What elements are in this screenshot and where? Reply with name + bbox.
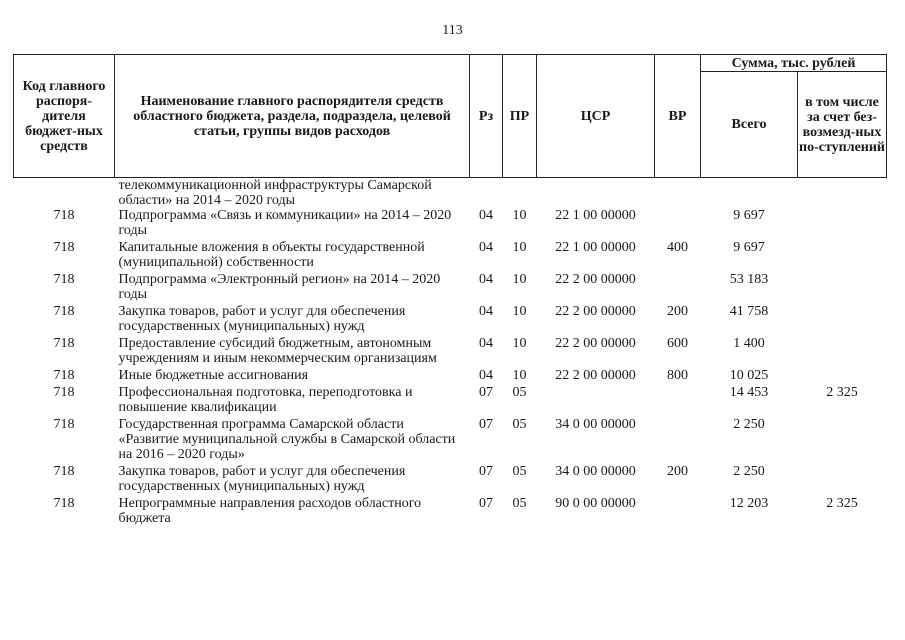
header-sum: Сумма, тыс. рублей xyxy=(701,55,887,72)
header-total: Всего xyxy=(701,72,798,178)
cell-total: 1 400 xyxy=(733,336,765,351)
cell-csr: 22 2 00 00000 xyxy=(555,272,636,287)
cell-total: 14 453 xyxy=(729,385,769,400)
cell-total: 41 758 xyxy=(729,304,769,319)
table-row xyxy=(14,208,887,240)
cell-pr: 05 xyxy=(512,464,527,479)
table-row xyxy=(14,417,887,464)
cell-name: Предоставление субсидий бюджетным, автономным учреждениям и иным некоммерческим организациям xyxy=(118,336,437,366)
table-row xyxy=(14,272,887,304)
cell-code: 718 xyxy=(53,336,75,351)
cell-csr: 22 2 00 00000 xyxy=(555,368,636,383)
cell-free xyxy=(798,304,887,336)
cell-pr: 05 xyxy=(512,496,527,511)
cell-total: 9 697 xyxy=(733,208,765,223)
cell-csr: 34 0 00 00000 xyxy=(555,464,636,479)
cell-code: 718 xyxy=(53,496,75,511)
cell-rz: 04 xyxy=(479,208,493,223)
cell-vr xyxy=(655,208,701,240)
cell-vr: 400 xyxy=(667,240,688,255)
cell-free: 2 325 xyxy=(826,385,858,400)
cell-pr: 10 xyxy=(512,336,527,351)
cell-code: 718 xyxy=(53,272,75,287)
cell-rz: 07 xyxy=(479,496,493,511)
cell-vr xyxy=(655,417,701,464)
cell-free xyxy=(798,272,887,304)
cell-pr: 05 xyxy=(512,417,527,432)
cell-csr: 90 0 00 00000 xyxy=(555,496,636,511)
cell-total: 10 025 xyxy=(729,368,769,383)
cell-code: 718 xyxy=(53,385,75,400)
cell-vr xyxy=(655,272,701,304)
cell-rz: 04 xyxy=(479,336,493,351)
cell-rz: 04 xyxy=(479,240,493,255)
cell-pr: 10 xyxy=(512,240,527,255)
cell-total: 2 250 xyxy=(733,464,765,479)
cell-name: Государственная программа Самарской области «Развитие муниципальной службы в Самарской области на 2016 – 2020 годы» xyxy=(118,417,456,462)
cell-name: Закупка товаров, работ и услуг для обеспечения государственных (муниципальных) нужд xyxy=(118,464,406,494)
cell-vr: 800 xyxy=(667,368,688,383)
cell-code: 718 xyxy=(53,464,75,479)
table-row xyxy=(14,304,887,336)
cell-name: Подпрограмма «Электронный регион» на 2014 – 2020 годы xyxy=(118,272,441,302)
page-number: 113 xyxy=(442,23,463,38)
cell-rz: 07 xyxy=(479,464,493,479)
cell-csr: 22 2 00 00000 xyxy=(555,336,636,351)
header-name: Наименование главного распорядителя средств областного бюджета, раздела, подраздела, целевой статьи, группы видов расходов xyxy=(115,55,470,178)
cell-free xyxy=(798,464,887,496)
cell-free xyxy=(798,417,887,464)
table-row xyxy=(14,496,887,528)
cell-name: Иные бюджетные ассигнования xyxy=(118,368,309,383)
cell-rz: 04 xyxy=(479,304,493,319)
cell-csr xyxy=(537,385,655,417)
continuation-row xyxy=(14,178,887,209)
cell-name: Закупка товаров, работ и услуг для обеспечения государственных (муниципальных) нужд xyxy=(118,304,406,334)
cell-csr: 34 0 00 00000 xyxy=(555,417,636,432)
table-row xyxy=(14,336,887,368)
cell-total: 2 250 xyxy=(733,417,765,432)
header-vr: ВР xyxy=(655,55,701,178)
cell-pr: 10 xyxy=(512,272,527,287)
cell-code: 718 xyxy=(53,240,75,255)
header-free: в том числе за счет без-возмезд-ных по-ступлений xyxy=(798,72,887,178)
cell-code: 718 xyxy=(53,304,75,319)
header-code: Код главного распоря-дителя бюджет-ных средств xyxy=(14,55,115,178)
cell-vr: 200 xyxy=(667,464,688,479)
cell-name: Подпрограмма «Связь и коммуникации» на 2014 – 2020 годы xyxy=(118,208,452,238)
header-csr: ЦСР xyxy=(537,55,655,178)
cell-csr: 22 1 00 00000 xyxy=(555,240,636,255)
cell-csr: 22 2 00 00000 xyxy=(555,304,636,319)
cell-name: Капитальные вложения в объекты государственной (муниципальной) собственности xyxy=(118,240,425,270)
cell-vr xyxy=(655,496,701,528)
cell-code: 718 xyxy=(53,208,75,223)
cell-vr: 600 xyxy=(667,336,688,351)
cell-pr: 10 xyxy=(512,208,527,223)
header-pr: ПР xyxy=(503,55,537,178)
cell-vr: 200 xyxy=(667,304,688,319)
cell-rz: 07 xyxy=(479,385,493,400)
cell-total: 12 203 xyxy=(729,496,769,511)
cell-code: 718 xyxy=(53,368,75,383)
cell-rz: 07 xyxy=(479,417,493,432)
table-row xyxy=(14,385,887,417)
budget-table xyxy=(13,54,887,528)
cell-name: Непрограммные направления расходов областного бюджета xyxy=(118,496,422,526)
cell-free xyxy=(798,240,887,272)
cell-free xyxy=(798,336,887,368)
table-row xyxy=(14,368,887,385)
cell-total: 9 697 xyxy=(733,240,765,255)
table-body xyxy=(14,178,887,529)
cell-free: 2 325 xyxy=(826,496,858,511)
cell-code: 718 xyxy=(53,417,75,432)
cell-vr xyxy=(655,385,701,417)
cell-pr: 10 xyxy=(512,304,527,319)
cell-csr: 22 1 00 00000 xyxy=(555,208,636,223)
table-row xyxy=(14,240,887,272)
cell-pr: 10 xyxy=(512,368,527,383)
table-row xyxy=(14,464,887,496)
cell-name: Профессиональная подготовка, переподготовка и повышение квалификации xyxy=(118,385,413,415)
continuation-text: телекоммуникационной инфраструктуры Самарской области» на 2014 – 2020 годы xyxy=(118,178,432,208)
cell-rz: 04 xyxy=(479,272,493,287)
table-header xyxy=(14,55,887,178)
header-rz: Рз xyxy=(470,55,503,178)
cell-pr: 05 xyxy=(512,385,527,400)
cell-rz: 04 xyxy=(479,368,493,383)
cell-total: 53 183 xyxy=(729,272,769,287)
cell-free xyxy=(798,208,887,240)
cell-free xyxy=(798,368,887,385)
